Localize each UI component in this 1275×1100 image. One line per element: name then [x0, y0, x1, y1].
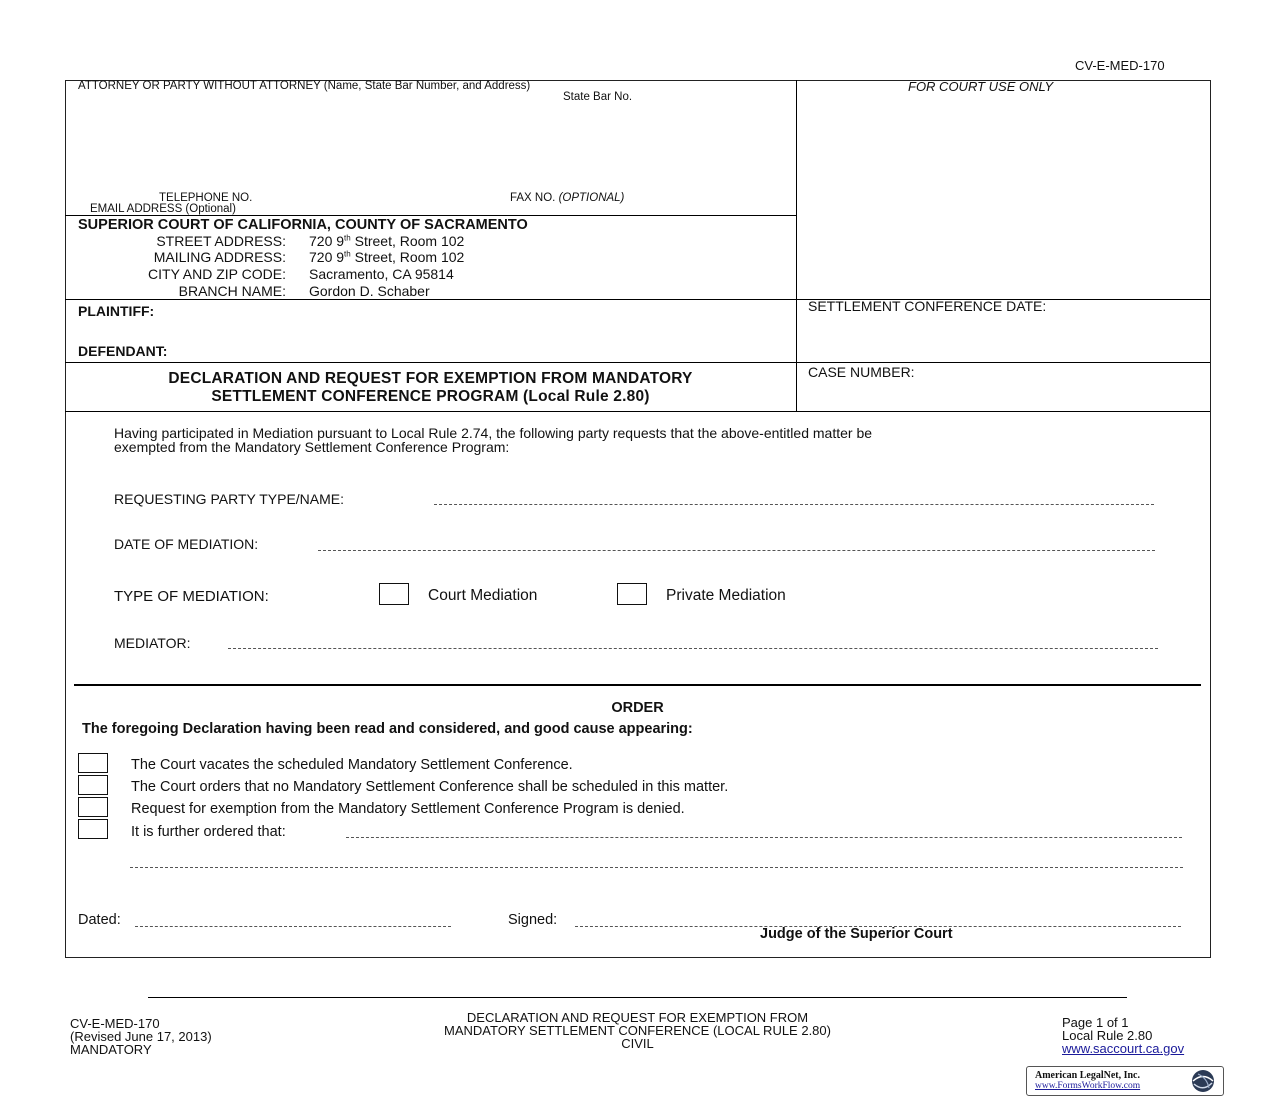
signed-label: Signed:	[508, 912, 558, 928]
order-option-no-conference: The Court orders that no Mandatory Settlement Conference shall be scheduled in this matter.	[131, 779, 729, 795]
court-mediation-label: Court Mediation	[428, 587, 538, 604]
footer-local-rule: Local Rule 2.80	[1062, 1028, 1153, 1043]
order-option-further: It is further ordered that:	[131, 824, 286, 840]
dated-field[interactable]	[135, 926, 451, 927]
mailing-address-label: MAILING ADDRESS:	[153, 249, 286, 265]
mailing-address-sup: th	[344, 249, 351, 259]
footer-court-link[interactable]: www.saccourt.ca.gov	[1062, 1041, 1185, 1056]
seal-url: www.FormsWorkFlow.com	[1035, 1081, 1141, 1091]
order-denied-checkbox[interactable]	[78, 797, 108, 817]
city-zip-label: CITY AND ZIP CODE:	[148, 266, 286, 282]
private-mediation-label: Private Mediation	[666, 587, 786, 604]
dated-label: Dated:	[78, 912, 121, 928]
footer-civil: CIVIL	[621, 1036, 654, 1051]
street-address-label: STREET ADDRESS:	[156, 233, 286, 249]
order-intro: The foregoing Declaration having been read and considered, and good cause appearing:	[82, 721, 693, 737]
requesting-party-label: REQUESTING PARTY TYPE/NAME:	[114, 491, 345, 507]
attorney-label: ATTORNEY OR PARTY WITHOUT ATTORNEY (Name, State Bar Number, and Address)	[78, 80, 531, 92]
city-zip-value: Sacramento, CA 95814	[309, 266, 454, 282]
street-address-value	[309, 233, 464, 249]
defendant-label: DEFENDANT:	[78, 343, 168, 359]
intro-line2: exempted from the Mandatory Settlement Conference Program:	[114, 439, 510, 455]
divider-parties-title	[65, 362, 1210, 363]
footer-title-line1: DECLARATION AND REQUEST FOR EXEMPTION FROM	[466, 1010, 809, 1025]
mediator-field[interactable]	[228, 648, 1158, 649]
order-vacate-checkbox[interactable]	[78, 753, 108, 773]
order-separator	[74, 684, 1201, 686]
further-order-field-2[interactable]	[130, 867, 1183, 868]
divider-attorney-court	[65, 215, 796, 216]
divider-title-body	[65, 411, 1210, 412]
fax-label: FAX NO.	[510, 192, 556, 204]
globe-icon	[1185, 1068, 1221, 1094]
footer-rule	[148, 997, 1127, 998]
date-of-mediation-label: DATE OF MEDIATION:	[114, 536, 259, 552]
further-order-field-1[interactable]	[346, 837, 1182, 838]
footer-page: Page 1 of 1	[1062, 1015, 1129, 1030]
order-no-conference-checkbox[interactable]	[78, 775, 108, 795]
footer-revised: (Revised June 17, 2013)	[70, 1029, 212, 1044]
requesting-party-field[interactable]	[434, 504, 1154, 505]
form-id-top: CV-E-MED-170	[1075, 58, 1165, 73]
state-bar-label: State Bar No.	[563, 91, 633, 103]
case-number-label: CASE NUMBER:	[808, 364, 915, 380]
private-mediation-checkbox[interactable]	[617, 583, 647, 605]
fax-optional: (OPTIONAL)	[558, 192, 625, 204]
settlement-date-label: SETTLEMENT CONFERENCE DATE:	[808, 298, 1047, 314]
judge-label: Judge of the Superior Court	[760, 926, 953, 942]
footer-form-id: CV-E-MED-170	[70, 1016, 160, 1031]
street-address-sup: th	[344, 233, 351, 243]
branch-name-label: BRANCH NAME:	[178, 283, 286, 299]
telephone-label: TELEPHONE NO.	[159, 192, 253, 204]
street-address-post: Street, Room 102	[350, 233, 465, 249]
email-label: EMAIL ADDRESS (Optional)	[90, 203, 236, 215]
mailing-address-post: Street, Room 102	[350, 249, 465, 265]
order-option-denied: Request for exemption from the Mandatory Settlement Conference Program is denied.	[131, 801, 685, 817]
mailing-address-value	[309, 249, 464, 265]
mailing-address-pre: 720 9	[309, 249, 345, 265]
street-address-pre: 720 9	[309, 233, 345, 249]
intro-line1: Having participated in Mediation pursuant to Local Rule 2.74, the following party requests that the above-entitled matter be	[114, 425, 873, 441]
branch-name-value: Gordon D. Schaber	[309, 283, 430, 299]
fax-label-group	[510, 192, 624, 204]
date-of-mediation-field[interactable]	[318, 550, 1155, 551]
order-further-checkbox[interactable]	[78, 819, 108, 839]
order-heading: ORDER	[611, 700, 664, 716]
footer-mandatory: MANDATORY	[70, 1042, 152, 1057]
form-title-line2: SETTLEMENT CONFERENCE PROGRAM (Local Rule 2.80)	[211, 388, 650, 405]
publisher-seal[interactable]	[1026, 1066, 1224, 1096]
plaintiff-label: PLAINTIFF:	[78, 303, 155, 319]
mediator-label: MEDIATOR:	[114, 635, 191, 651]
type-of-mediation-label: TYPE OF MEDIATION:	[114, 588, 269, 605]
court-mediation-checkbox[interactable]	[379, 583, 409, 605]
seal-name: American LegalNet, Inc.	[1035, 1070, 1140, 1081]
court-use-label: FOR COURT USE ONLY	[908, 79, 1054, 94]
footer-title-line2: MANDATORY SETTLEMENT CONFERENCE (LOCAL RULE 2.80)	[444, 1023, 831, 1038]
court-name: SUPERIOR COURT OF CALIFORNIA, COUNTY OF SACRAMENTO	[78, 217, 528, 233]
order-option-vacate: The Court vacates the scheduled Mandatory Settlement Conference.	[131, 757, 573, 773]
form-title-line1: DECLARATION AND REQUEST FOR EXEMPTION FROM MANDATORY	[168, 370, 693, 387]
